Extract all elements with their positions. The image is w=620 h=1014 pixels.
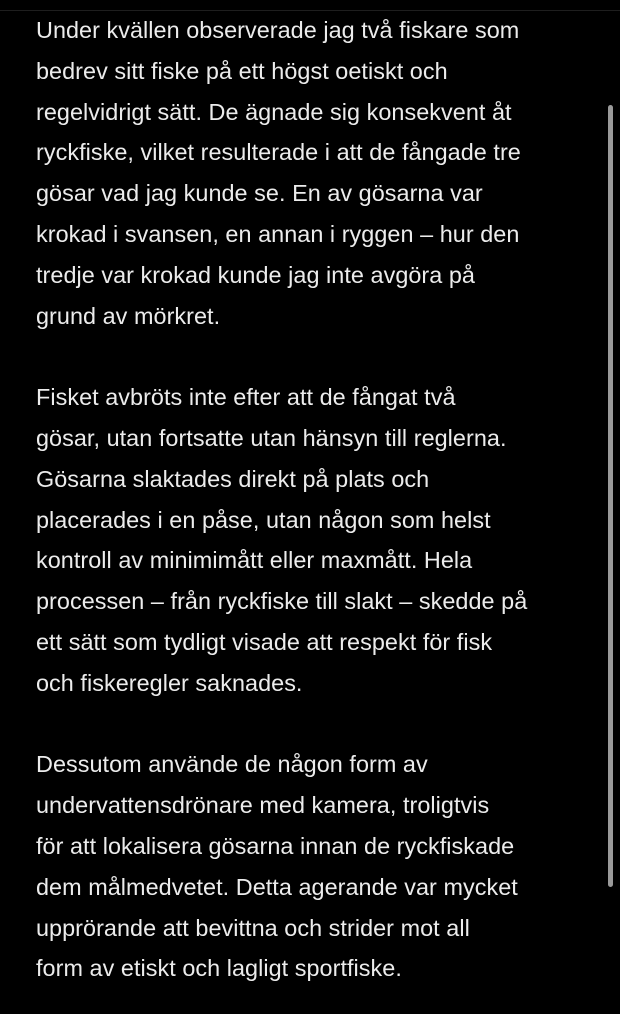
vertical-scrollbar[interactable] [606,0,620,1014]
text-line: processen – från ryckfiske till slakt – skedde på [36,588,528,615]
text-line: kontroll av minimimått eller maxmått. Hela [36,547,473,574]
text-line: för att lokalisera gösarna innan de ryckfiskade [36,832,515,859]
text-line: undervattensdrönare med kamera, troligtvis [36,792,490,819]
text-line: Gösarna slaktades direkt på plats och [36,465,430,492]
text-line: ett sätt som tydligt visade att respekt för fisk [36,628,493,655]
text-line: tredje var krokad kunde jag inte avgöra på [36,261,475,288]
text-line: Fisket avbröts inte efter att de fångat två [36,384,456,411]
text-line: Under kvällen observerade jag två fiskare som [36,17,520,43]
text-line: och fiskeregler saknades. [36,669,303,696]
text-line: regelvidrigt sätt. De ägnade sig konsekvent åt [36,98,512,125]
text-line: ryckfiske, vilket resulterade i att de fångade tre [36,139,521,166]
text-line: upprörande att bevittna och strider mot all [36,914,470,941]
scrollbar-thumb[interactable] [608,105,613,887]
text-line: placerades i en påse, utan någon som helst [36,506,491,533]
text-line: Dessutom använde de någon form av [36,751,428,778]
text-line: grund av mörkret. [36,302,221,329]
paragraph-2 [36,377,598,703]
text-line: form av etiskt och lagligt sportfiske. [36,955,402,982]
text-line: dem målmedvetet. Detta agerande var mycket [36,873,518,900]
paragraph-1 [36,10,598,336]
text-line: gösar vad jag kunde se. En av gösarna var [36,180,483,207]
text-line: bedrev sitt fiske på ett högst oetiskt och [36,57,448,84]
message-body [36,10,598,1014]
text-line: gösar, utan fortsatte utan hänsyn till reglerna. [36,424,507,451]
text-line: krokad i svansen, en annan i ryggen – hur den [36,220,520,247]
paragraph-3 [36,744,598,989]
